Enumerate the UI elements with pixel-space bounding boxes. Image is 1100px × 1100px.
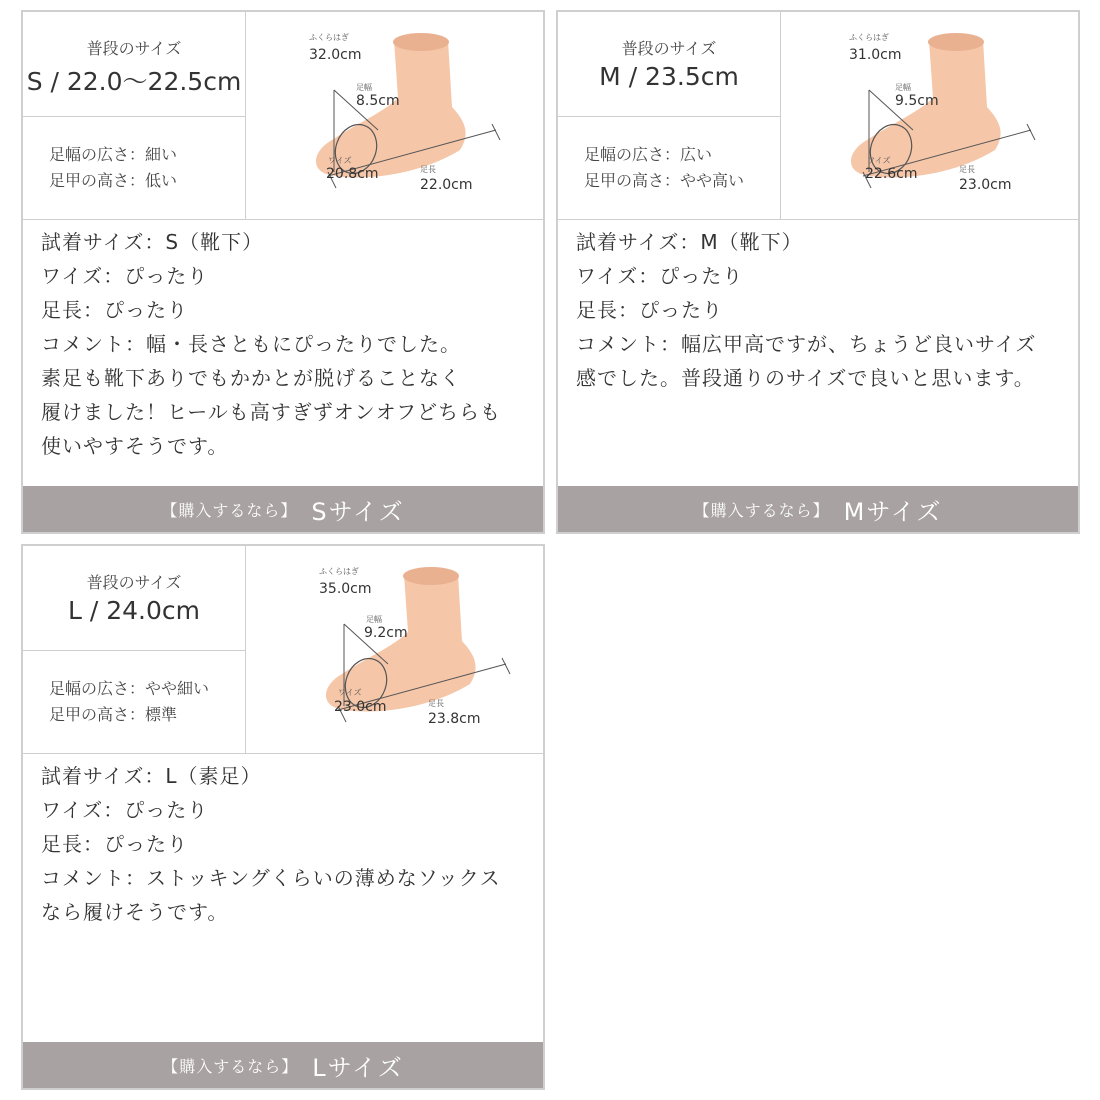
card-header (558, 12, 1078, 220)
instep-height-trait: 足甲の高さ：標準 (49, 705, 178, 724)
usual-size-label: 普段のサイズ (86, 39, 182, 58)
review-line: 足長：ぴったり (576, 298, 723, 322)
instep-height-trait: 足甲の高さ：やや高い (584, 171, 745, 190)
review-line: コメント：幅広甲高ですが、ちょうど良いサイズ (576, 332, 1037, 356)
width-label: 足幅 (356, 83, 372, 92)
length-value: 23.0cm (959, 177, 1012, 193)
wise-label: ワイズ (338, 688, 362, 697)
size-info-column (23, 546, 246, 753)
size-card-l (21, 544, 545, 1090)
length-label: 足長 (959, 165, 975, 174)
size-card-s (21, 10, 545, 534)
wise-value: 20.8cm (326, 166, 379, 182)
buy-prefix: 【購入するなら】 (162, 1056, 299, 1076)
foot-width-trait: 足幅の広さ：やや細い (49, 679, 210, 698)
size-info-column (558, 12, 781, 219)
foot-diagram (246, 12, 543, 219)
usual-size-value: L / 24.0cm (67, 596, 200, 625)
review-line: 素足も靴下ありでもかかとが脱げることなく (41, 366, 461, 390)
card-header (23, 12, 543, 220)
width-label: 足幅 (366, 615, 382, 624)
length-value: 23.8cm (428, 711, 481, 727)
calf-value: 31.0cm (849, 47, 902, 63)
buy-size: Sサイズ (311, 497, 405, 526)
review-line: 履けました！ヒールも高すぎずオンオフどちらも (41, 400, 501, 424)
foot-width-trait: 足幅の広さ：細い (49, 145, 178, 164)
wise-value: 22.6cm (865, 166, 918, 182)
buy-prefix: 【購入するなら】 (693, 500, 830, 520)
usual-size-cell (23, 546, 245, 651)
review-line: コメント：幅・長さともにぴったりでした。 (41, 332, 461, 356)
usual-size-label: 普段のサイズ (621, 39, 717, 58)
review-line: 足長：ぴったり (41, 832, 188, 856)
foot-traits (23, 117, 245, 219)
review-line: コメント：ストッキングくらいの薄めなソックス (41, 866, 501, 890)
calf-label: ふくらはぎ (849, 33, 889, 42)
review-text (576, 219, 1068, 395)
calf-value: 32.0cm (309, 47, 362, 63)
foot-traits (558, 117, 780, 219)
calf-label: ふくらはぎ (309, 33, 349, 42)
usual-size-value: S / 22.0〜22.5cm (26, 67, 242, 96)
size-card-m (556, 10, 1080, 534)
foot-diagram (781, 12, 1078, 219)
usual-size-cell (558, 12, 780, 117)
width-value: 8.5cm (356, 93, 400, 109)
calf-value: 35.0cm (319, 581, 372, 597)
width-label: 足幅 (895, 83, 911, 92)
review-line: 感でした。普段通りのサイズで良いと思います。 (576, 366, 1035, 390)
width-value: 9.2cm (364, 625, 408, 641)
foot-traits (23, 651, 245, 753)
review-line: 使いやすそうです。 (41, 434, 229, 458)
calf-label: ふくらはぎ (319, 567, 359, 576)
width-value: 9.5cm (895, 93, 939, 109)
review-text (41, 753, 533, 929)
review-line: 試着サイズ：S（靴下） (41, 230, 264, 254)
wise-value: 23.0cm (334, 699, 387, 715)
usual-size-label: 普段のサイズ (86, 573, 182, 592)
review-line: 足長：ぴったり (41, 298, 188, 322)
buy-recommendation-bar (558, 486, 1078, 532)
review-line: 試着サイズ：M（靴下） (576, 230, 803, 254)
card-header (23, 546, 543, 754)
review-line: なら履けそうです。 (41, 900, 229, 924)
review-text (41, 219, 533, 463)
review-line: ワイズ：ぴったり (41, 798, 209, 822)
length-label: 足長 (420, 165, 436, 174)
review-line: ワイズ：ぴったり (41, 264, 209, 288)
buy-size: Lサイズ (312, 1053, 404, 1082)
buy-prefix: 【購入するなら】 (161, 500, 298, 520)
buy-recommendation-bar (23, 486, 543, 532)
buy-recommendation-bar (23, 1042, 543, 1088)
buy-size: Mサイズ (843, 497, 943, 526)
size-info-column (23, 12, 246, 219)
instep-height-trait: 足甲の高さ：低い (49, 171, 178, 190)
length-label: 足長 (428, 699, 444, 708)
review-line: ワイズ：ぴったり (576, 264, 744, 288)
wise-label: ワイズ (867, 156, 891, 165)
usual-size-value: M / 23.5cm (599, 62, 739, 91)
length-value: 22.0cm (420, 177, 473, 193)
usual-size-cell (23, 12, 245, 117)
review-line: 試着サイズ：L（素足） (41, 764, 262, 788)
foot-diagram (246, 546, 543, 753)
foot-width-trait: 足幅の広さ：広い (584, 145, 713, 164)
wise-label: ワイズ (328, 156, 352, 165)
